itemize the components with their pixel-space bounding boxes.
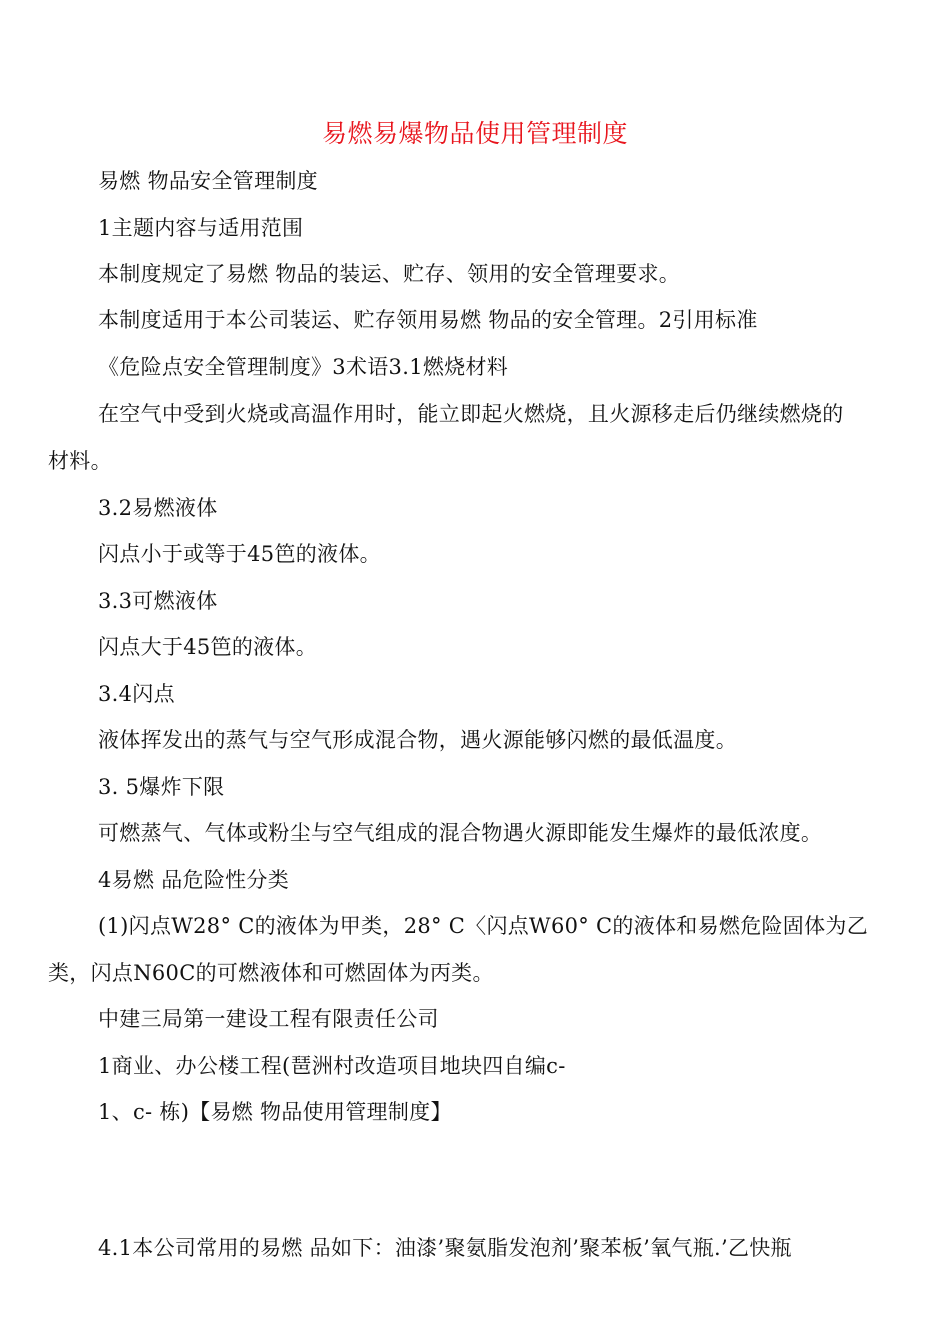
- section-heading: 4易燃 品危险性分类: [98, 868, 290, 892]
- paragraph-continuation: 类，闪点N60C的可燃液体和可燃固体为丙类。: [48, 961, 494, 985]
- paragraph-line: 闪点大于45笆的液体。: [98, 635, 318, 659]
- section-heading: 3. 5爆炸下限: [98, 775, 225, 799]
- paragraph-line: 液体挥发出的蒸气与空气形成混合物，遇火源能够闪燃的最低温度。: [98, 728, 737, 752]
- paragraph-line: 可燃蒸气、气体或粉尘与空气组成的混合物遇火源即能发生爆炸的最低浓度。: [98, 821, 823, 845]
- section-heading: 1主题内容与适用范围: [98, 216, 304, 240]
- document-title: 易燃易爆物品使用管理制度: [321, 119, 628, 148]
- subtitle-line: 易燃 物品安全管理制度: [98, 169, 318, 193]
- paragraph-line: 《危险点安全管理制度》3术语3.1燃烧材料: [98, 355, 509, 379]
- paragraph-line: 本制度规定了易燃 物品的装运、贮存、领用的安全管理要求。: [98, 262, 681, 286]
- company-line: 中建三局第一建设工程有限责任公司: [98, 1007, 439, 1031]
- section-heading: 3.2易燃液体: [98, 496, 218, 520]
- project-line: 1、c- 栋)【易燃 物品使用管理制度】: [98, 1100, 452, 1124]
- section-heading: 3.4闪点: [98, 682, 175, 706]
- section-heading: 3.3可燃液体: [98, 589, 218, 613]
- paragraph-line: 本制度适用于本公司装运、贮存领用易燃 物品的安全管理。2引用标准: [98, 308, 758, 332]
- paragraph-line: (1)闪点W28° C的液体为甲类，28° C〈闪点W60° C的液体和易燃危险固体为乙: [98, 914, 869, 938]
- project-line: 1商业、办公楼工程(琶洲村改造项目地块四自编c-: [98, 1054, 566, 1078]
- paragraph-line: 在空气中受到火烧或高温作用时，能立即起火燃烧，且火源移走后仍继续燃烧的: [98, 402, 844, 426]
- paragraph-continuation: 材料。: [48, 449, 112, 473]
- paragraph-line: 闪点小于或等于45笆的液体。: [98, 542, 381, 566]
- paragraph-line: 4.1本公司常用的易燃 品如下：油漆’聚氨脂发泡剂’聚苯板’氧气瓶.’乙快瓶: [98, 1236, 792, 1260]
